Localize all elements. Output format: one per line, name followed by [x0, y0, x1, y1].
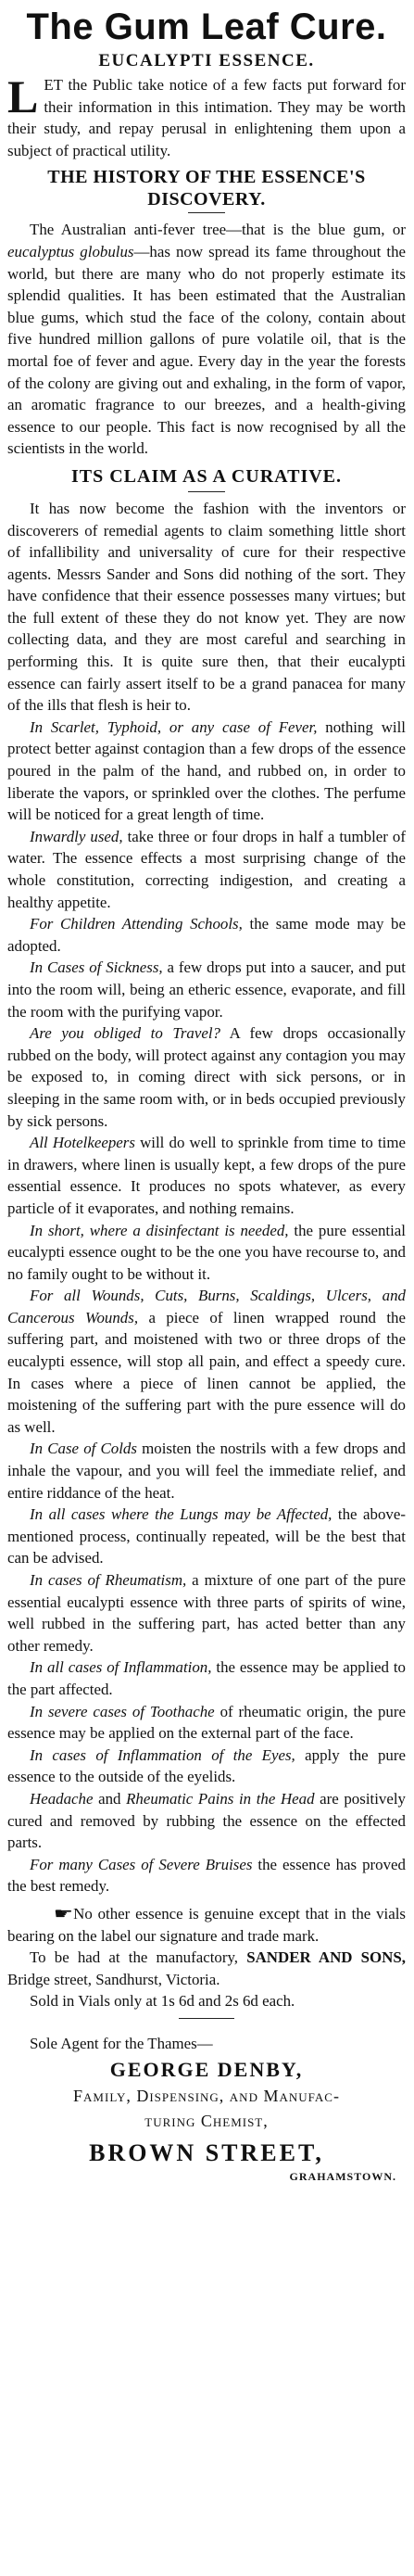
agent-line: Sole Agent for the Thames— [30, 2034, 213, 2052]
pointing-hand-icon: ☛ [53, 1904, 73, 1922]
page-title: The Gum Leaf Cure. [26, 6, 387, 47]
agent-town: GRAHAMSTOWN. [289, 2169, 396, 2183]
intro-paragraph [7, 70, 406, 161]
use-paragraph: For all Wounds, Cuts, Burns, Scaldings, Ulcers, and Cancerous Wounds, a piece of linen wrapped round the suffering part, and moistened with two or three drops of the eucalypti essence, will stop all pain, and effect a speedy cure. In cases where a piece of linen cannot be applied, the moistening of the suffering part with the pure essence will do as well. [7, 1287, 406, 1436]
manufactory-line: To be had at the manufactory, SANDER AND SONS, Bridge street, Sandhurst, Victoria. [7, 1948, 406, 1988]
price-line: Sold in Vials only at 1s 6d and 2s 6d each. [30, 1992, 295, 2011]
agent-trade: Family, Dispensing, and Manufac- [73, 2086, 340, 2105]
claim-heading: ITS CLAIM AS A CURATIVE. [70, 465, 343, 487]
use-paragraph: Headache and Rheumatic Pains in the Head are positively cured and removed by rubbing the essence on the effected parts. [7, 1789, 406, 1852]
use-paragraph: In cases of Rheumatism, a mixture of one part of the pure essential eucalypti essence with three parts of spirits of wine, well rubbed in the suffering part, has acted better than any other remedy. [7, 1571, 406, 1655]
use-paragraph: In all cases of Inflammation, the essence may be applied to the part affected. [7, 1658, 406, 1698]
use-paragraph: All Hotelkeepers will do well to sprinkle from time to time in drawers, where linen is usually kept, a few drops of the pure essential essence. It produces no spots whatever, as every particle of it evaporates, and nothing remains. [7, 1134, 406, 1217]
use-paragraph: Inwardly used, take three or four drops in half a tumbler of water. The essence effects a most surprising change of the whole constitution, correcting indigestion, and creating a healthy appetite. [7, 827, 406, 911]
use-paragraph: In cases of Inflammation of the Eyes, apply the pure essence to the outside of the eyelids. [7, 1745, 406, 1786]
claim-paragraph: It has now become the fashion with the inventors or discoverers of remedial agents to claim something little short of infallibility and universality of cure for their respective agents. Messrs Sander and Sons did nothing of the sort. They have confidence that their essence possesses many virtues; but the full extent of these they do not know yet. They are now collecting data, and they are most careful and searching in performing this. It is quite sure then, that their eucalypti essence can fairly assert itself to be a grand panacea for many of the ills that flesh is heir to. [7, 499, 406, 715]
agent-trade: turing Chemist, [144, 2111, 269, 2130]
use-paragraph: In Case of Colds moisten the nostrils with a few drops and inhale the vapour, and you will feel the immediate relief, and entire riddance of the heat. [7, 1440, 406, 1502]
use-paragraph: In short, where a disinfectant is needed, the pure essential eucalypti essence ought to be the one you have recourse to, and no family ought to be without it. [7, 1221, 406, 1283]
use-paragraph: Are you obliged to Travel? A few drops occasionally rubbed on the body, will protect against any contagion you may be exposed to, in coming direct with sick persons, or in sleeping in the same room with, or in beds occupied previously by sick persons. [7, 1024, 407, 1130]
history-heading: THE HISTORY OF THE ESSENCE'S DISCOVERY. [47, 167, 366, 210]
use-paragraph: For Children Attending Schools, the same mode may be adopted. [7, 915, 406, 955]
agent-street: BROWN STREET, [89, 2138, 324, 2166]
divider [188, 491, 225, 492]
use-paragraph: In Cases of Sickness, a few drops put into a saucer, and put into the room will, being an etheric essence, evaporate, and fill the room with the purifying vapor. [7, 958, 406, 1021]
drop-cap: L [7, 70, 39, 122]
use-paragraph: For many Cases of Severe Bruises the essence has proved the best remedy. [7, 1855, 406, 1896]
divider [188, 212, 225, 213]
divider [179, 2018, 234, 2019]
subtitle: EUCALYPTI ESSENCE. [98, 51, 315, 70]
use-paragraph: In severe cases of Toothache of rheumatic origin, the pure essence may be applied on the external part of the face. [7, 1702, 406, 1743]
intro-text: ET the Public take notice of a few facts put forward for their information in this intimation. They may be worth their study, and repay perusal in enlightening them upon a subject of practical utility. [7, 76, 406, 159]
use-paragraph: In Scarlet, Typhoid, or any case of Fever, nothing will protect better against contagion than a few drops of the essence poured in the palm of the hand, and rubbed on, in order to liberate the vapors, or sprinkled over the clothes. The perfume will be noticed for a great length of time. [7, 717, 406, 824]
agent-name: GEORGE DENBY, [109, 2057, 304, 2081]
use-paragraph: In all cases where the Lungs may be Affected, the above-mentioned process, continually repeated, will be the best that can be advised. [7, 1505, 406, 1567]
history-paragraph: The Australian anti-fever tree—that is the blue gum, or eucalyptus globulus—has now spread its fame throughout the world, but there are many who do not properly estimate its splendid qualities. It has been estimated that the Australian blue gums, which stud the face of the colony, contain about five hundred million gallons of pure volatile oil, that is the mortal foe of fever and ague. Every day in the year the forests of the colony are giving out and exhaling, in the form of vapor, an aromatic fragrance to our breezes, and a health-giving essence to our people. This fact is now recognised by all the scientists in the world. [7, 221, 407, 458]
genuine-notice: ☛No other essence is genuine except that in the vials bearing on the label our signature and trade mark. [7, 1904, 406, 1945]
